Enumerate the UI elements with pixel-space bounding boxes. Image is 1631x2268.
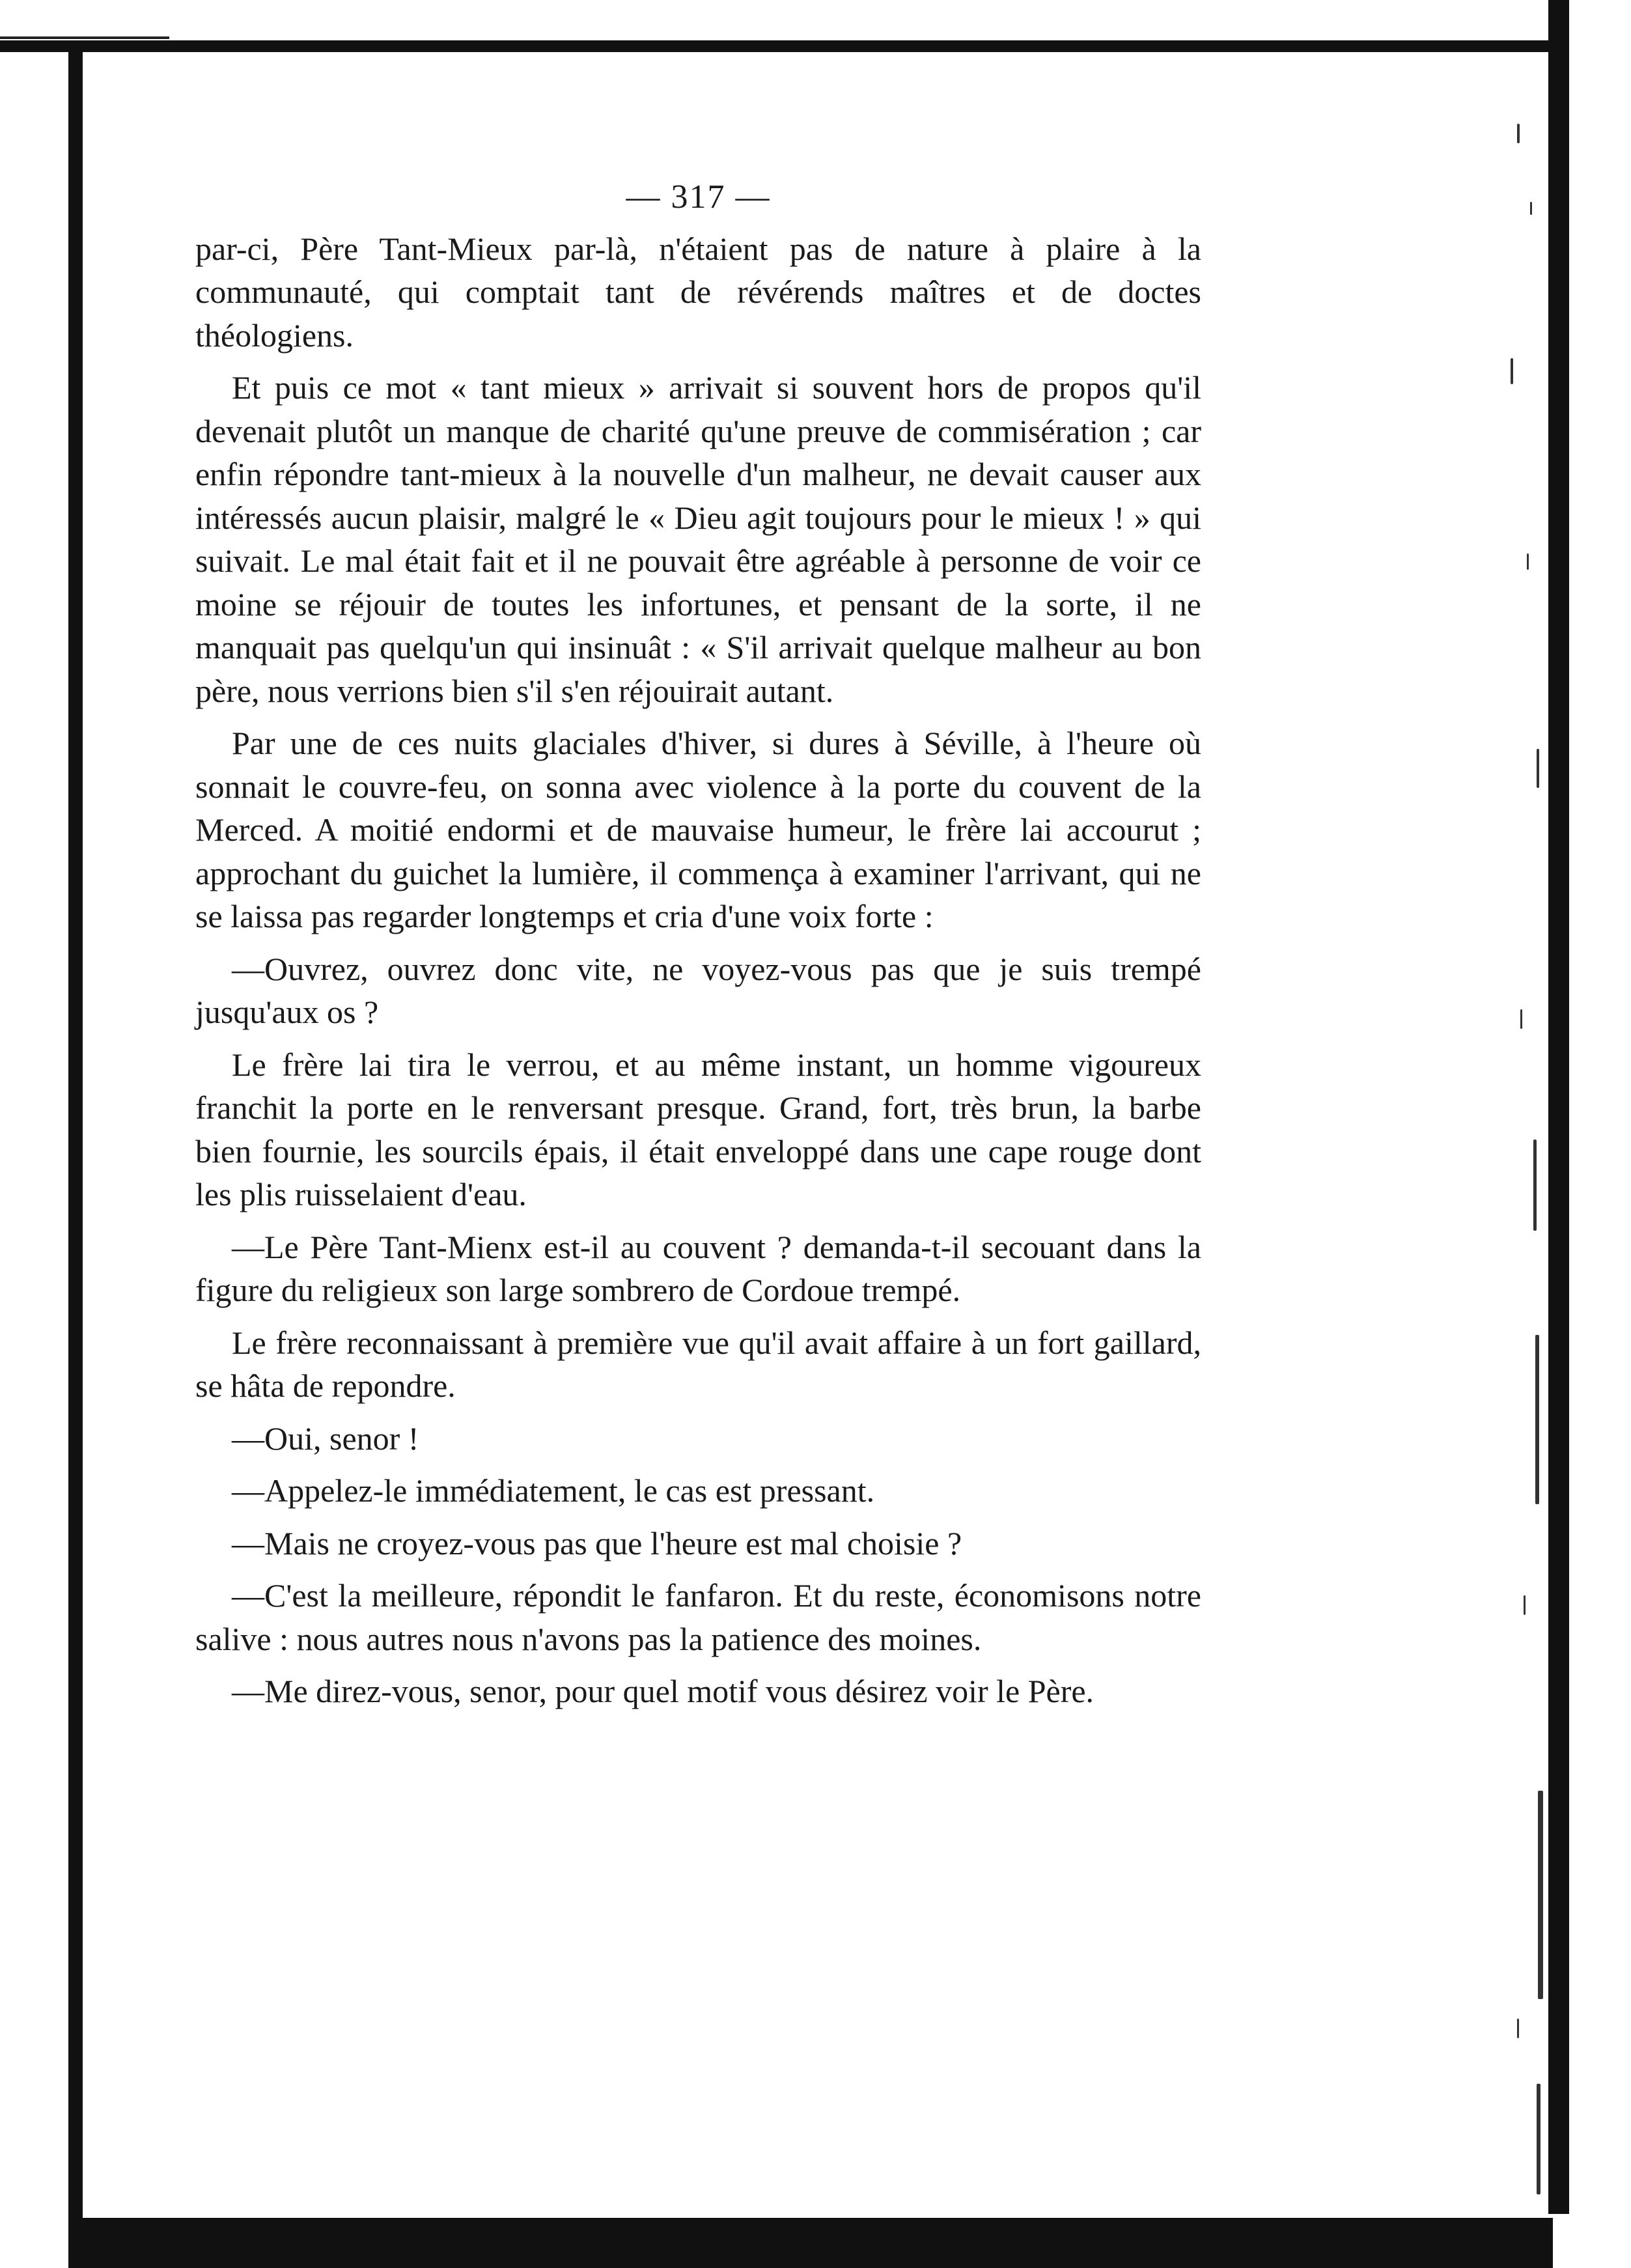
paragraph: Par une de ces nuits glaciales d'hiver, si dures à Séville, à l'heure où sonnait le couvre-feu, on sonna avec violence à la porte du couvent de la Merced. A moitié endormi et de mauvaise humeur, le frère lai accourut ; approchant du guichet la lumière, il commença à examiner l'arrivant, qui ne se laissa pas regarder longtemps et cria d'une voix forte : [195,725,1201,934]
scan-border-bottom [68,2214,1553,2268]
dialogue-line: —C'est la meilleure, répondit le fanfaron. Et du reste, économisons notre salive : nous autres nous n'avons pas la patience des moines. [195,1577,1201,1657]
scan-border-top [0,40,1563,52]
paragraph: Le frère reconnaissant à première vue qu'il avait affaire à un fort gaillard, se hâta de repondre. [195,1324,1201,1404]
paragraph: Le frère lai tira le verrou, et au même instant, un homme vigoureux franchit la porte en le renversant presque. Grand, fort, très brun, la barbe bien fournie, les sourcils épais, il était enveloppé dans une cape rouge dont les plis ruisselaient d'eau. [195,1046,1201,1212]
book-page [195,176,1201,1722]
binding-gutter-speckle [1498,98,1553,2201]
dialogue-line: —Oui, senor ! [232,1420,419,1457]
scan-border-left [68,46,83,2268]
paragraph: par-ci, Père Tant-Mieux par-là, n'étaient pas de nature à plaire à la communauté, qui comptait tant de révérends maîtres et de doctes théologiens. [195,230,1201,354]
dialogue-line: —Mais ne croyez-vous pas que l'heure est mal choisie ? [232,1524,962,1561]
dialogue-line: —Me direz-vous, senor, pour quel motif vous désirez voir le Père. [232,1673,1094,1709]
dialogue-line: —Ouvrez, ouvrez donc vite, ne voyez-vous pas que je suis trempé jusqu'aux os ? [195,950,1201,1030]
page-number: — 317 — [626,178,771,216]
paragraph: Et puis ce mot « tant mieux » arrivait si souvent hors de propos qu'il devenait plutôt un manque de charité qu'une preuve de commisération ; car enfin répondre tant-mieux à la nouvelle d'un malheur, ne devait causer aux intéressés aucun plaisir, malgré le « Dieu agit toujours pour le mieux ! » qui suivait. Le mal était fait et il ne pouvait être agréable à personne de voir ce moine se réjouir de toutes les infortunes, et pensant de la sorte, il ne manquait pas quelqu'un qui insinuât : « S'il arrivait quelque malheur au bon père, nous verrions bien s'il s'en réjouirait autant. [195,369,1201,709]
scan-border-top-thin [0,36,169,39]
scan-border-bottom-gap [83,2211,1553,2218]
dialogue-line: —Appelez-le immédiatement, le cas est pressant. [232,1472,875,1509]
dialogue-line: —Le Père Tant-Mienx est-il au couvent ? demanda-t-il secouant dans la figure du religieux son large sombrero de Cordoue trempé. [195,1228,1201,1308]
